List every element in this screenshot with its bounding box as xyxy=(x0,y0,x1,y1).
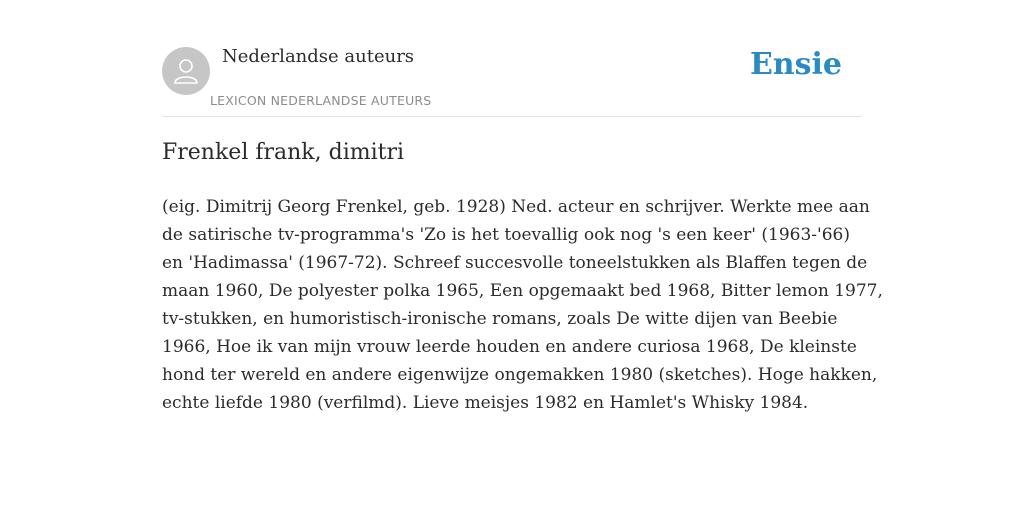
source-header xyxy=(162,0,862,117)
ensie-logo[interactable]: Ensie xyxy=(749,47,842,82)
article-line: tv-stukken, en humoristisch-ironische romans, zoals De witte dijen van Beebie xyxy=(162,309,838,329)
article-body xyxy=(162,193,883,417)
article-line: (eig. Dimitrij Georg Frenkel, geb. 1928) Ned. acteur en schrijver. Werkte mee aan xyxy=(162,197,870,217)
article-line: 1966, Hoe ik van mijn vrouw leerde houden en andere curiosa 1968, De kleinste xyxy=(162,337,857,357)
source-avatar[interactable] xyxy=(162,47,210,95)
article-line: maan 1960, De polyester polka 1965, Een opgemaakt bed 1968, Bitter lemon 1977, xyxy=(162,281,883,301)
article-line: hond ter wereld en andere eigenwijze ongemakken 1980 (sketches). Hoge hakken, xyxy=(162,365,878,385)
article-title: Frenkel frank, dimitri xyxy=(162,140,405,165)
article-line: en 'Hadimassa' (1967-72). Schreef succesvolle toneelstukken als Blaffen tegen de xyxy=(162,253,868,273)
article-line: echte liefde 1980 (verfilmd). Lieve meisjes 1982 en Hamlet's Whisky 1984. xyxy=(162,393,809,413)
article-line: de satirische tv-programma's 'Zo is het toevallig ook nog 's een keer' (1963-'66) xyxy=(162,225,850,245)
source-subtitle: LEXICON NEDERLANDSE AUTEURS xyxy=(210,93,432,108)
source-name-link[interactable]: Nederlandse auteurs xyxy=(222,46,415,67)
user-avatar-icon xyxy=(171,56,201,86)
